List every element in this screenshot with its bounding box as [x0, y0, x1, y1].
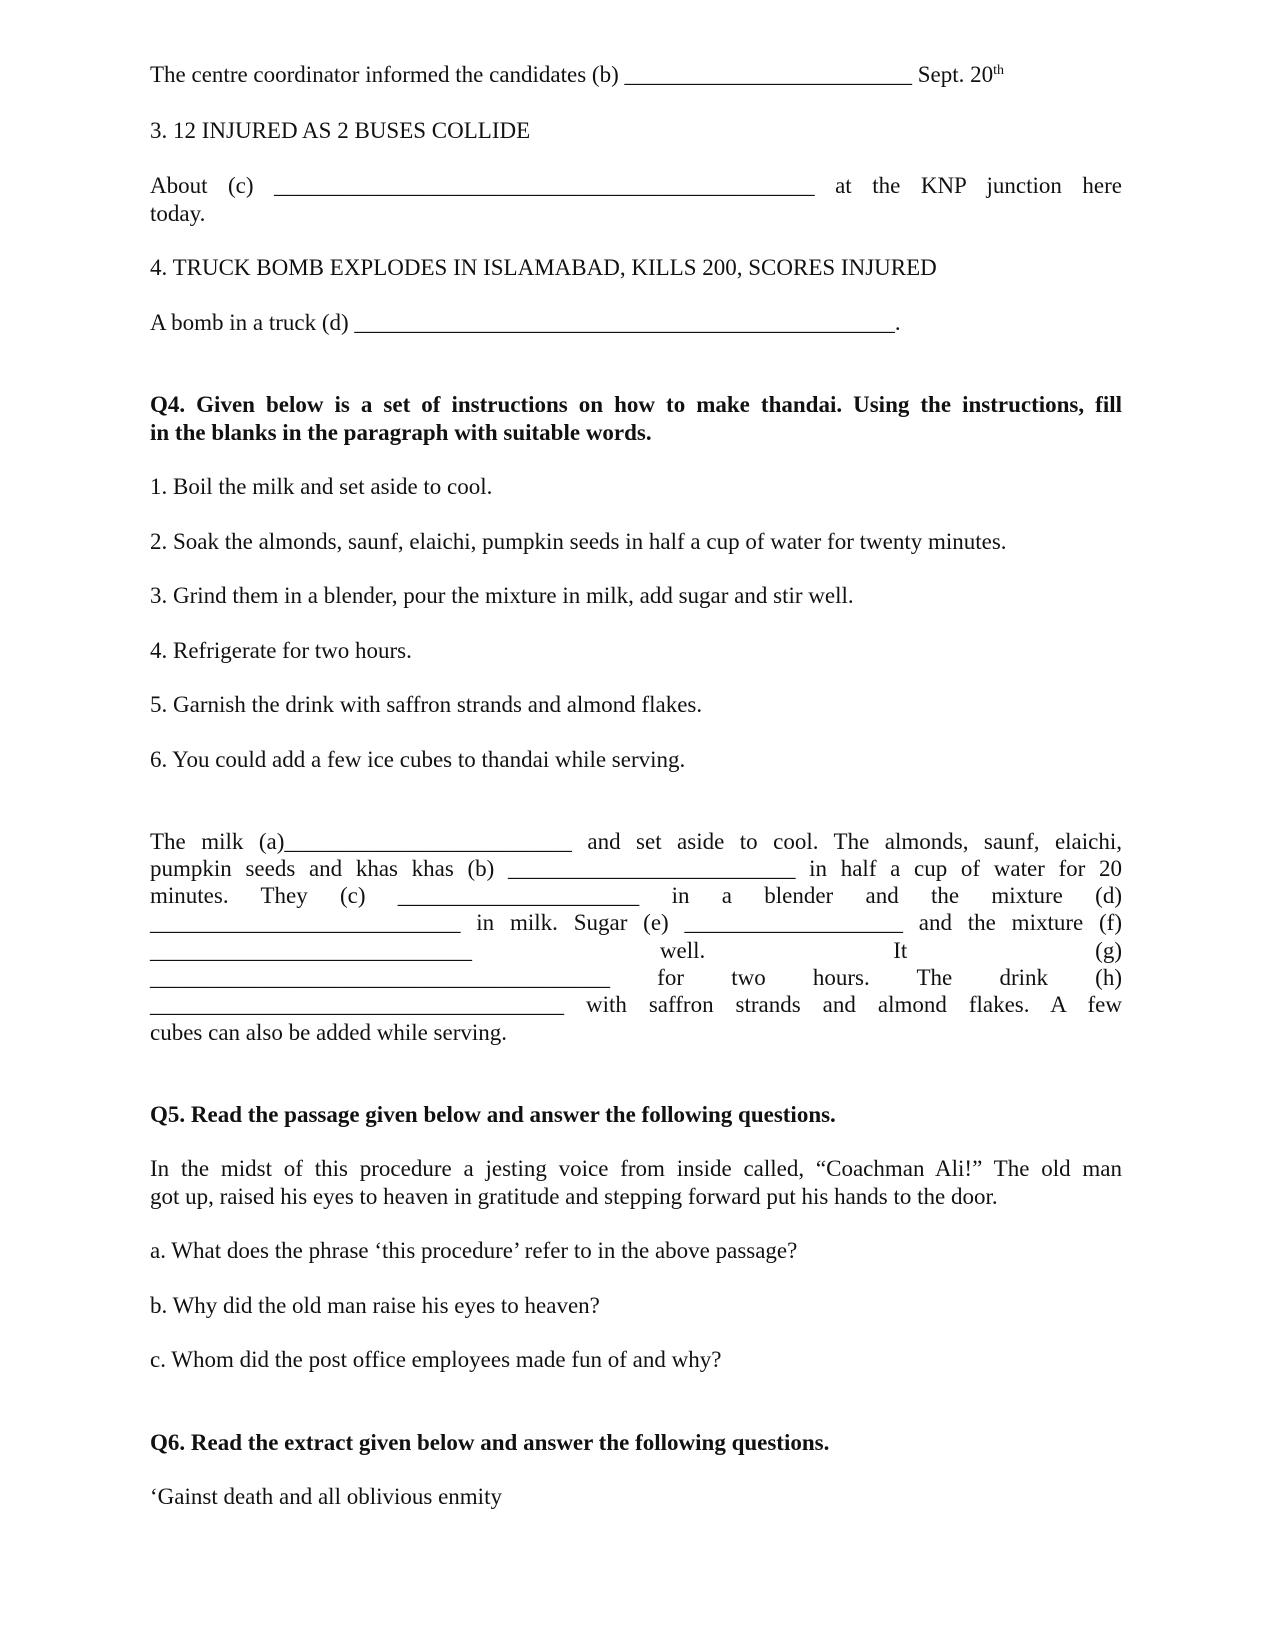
question-5-heading: Q5. Read the passage given below and answer the following questions. — [150, 1102, 836, 1127]
text-line: today. — [150, 201, 206, 226]
text-line: About (c) _______________________________________________ at the KNP junction here — [150, 173, 1122, 198]
extract-line: ‘Gainst death and all oblivious enmity — [150, 1484, 502, 1509]
instruction-step: 2. Soak the almonds, saunf, elaichi, pumpkin seeds in half a cup of water for twenty minutes. — [150, 529, 1007, 554]
headline-4: 4. TRUCK BOMB EXPLODES IN ISLAMABAD, KILLS 200, SCORES INJURED — [150, 255, 937, 280]
superscript: th — [993, 63, 1005, 78]
paragraph-line: The milk (a)_________________________ and set aside to cool. The almonds, saunf, elaichi, — [150, 829, 1122, 854]
paragraph-line: ____________________________________ with saffron strands and almond flakes. A few — [150, 992, 1122, 1017]
paragraph-line: pumpkin seeds and khas khas (b) _________________________ in half a cup of water for 20 — [150, 856, 1122, 881]
instruction-step: 1. Boil the milk and set aside to cool. — [150, 474, 493, 499]
passage-line: In the midst of this procedure a jesting voice from inside called, “Coachman Ali!” The old man — [150, 1156, 1122, 1181]
question-4-heading: Q4. Given below is a set of instructions on how to make thandai. Using the instructions, fill — [150, 392, 1122, 417]
sub-question: b. Why did the old man raise his eyes to heaven? — [150, 1293, 600, 1318]
question-6-heading: Q6. Read the extract given below and answer the following questions. — [150, 1430, 830, 1455]
question-4-heading-cont: in the blanks in the paragraph with suitable words. — [150, 420, 652, 445]
headline-3: 3. 12 INJURED AS 2 BUSES COLLIDE — [150, 118, 531, 143]
instruction-step: 3. Grind them in a blender, pour the mixture in milk, add sugar and stir well. — [150, 583, 854, 608]
instruction-step: 6. You could add a few ice cubes to thandai while serving. — [150, 747, 686, 772]
instruction-step: 4. Refrigerate for two hours. — [150, 638, 412, 663]
text-line: The centre coordinator informed the candidates (b) _________________________ Sept. 20th — [150, 62, 1005, 87]
sub-question: c. Whom did the post office employees made fun of and why? — [150, 1347, 722, 1372]
text-line: A bomb in a truck (d) _______________________________________________. — [150, 310, 901, 335]
paragraph-line: ___________________________ in milk. Sugar (e) ___________________ and the mixture (f) — [150, 910, 1122, 935]
instruction-step: 5. Garnish the drink with saffron strands and almond flakes. — [150, 692, 703, 717]
paragraph-line: minutes. They (c) _____________________ in a blender and the mixture (d) — [150, 883, 1122, 908]
paragraph-line: ____________________________ well. It (g) — [150, 938, 1122, 963]
paragraph-line: ________________________________________ for two hours. The drink (h) — [150, 965, 1122, 990]
paragraph-line: cubes can also be added while serving. — [150, 1020, 508, 1045]
passage-line: got up, raised his eyes to heaven in gratitude and stepping forward put his hands to the door. — [150, 1184, 998, 1209]
sub-question: a. What does the phrase ‘this procedure’ refer to in the above passage? — [150, 1238, 798, 1263]
